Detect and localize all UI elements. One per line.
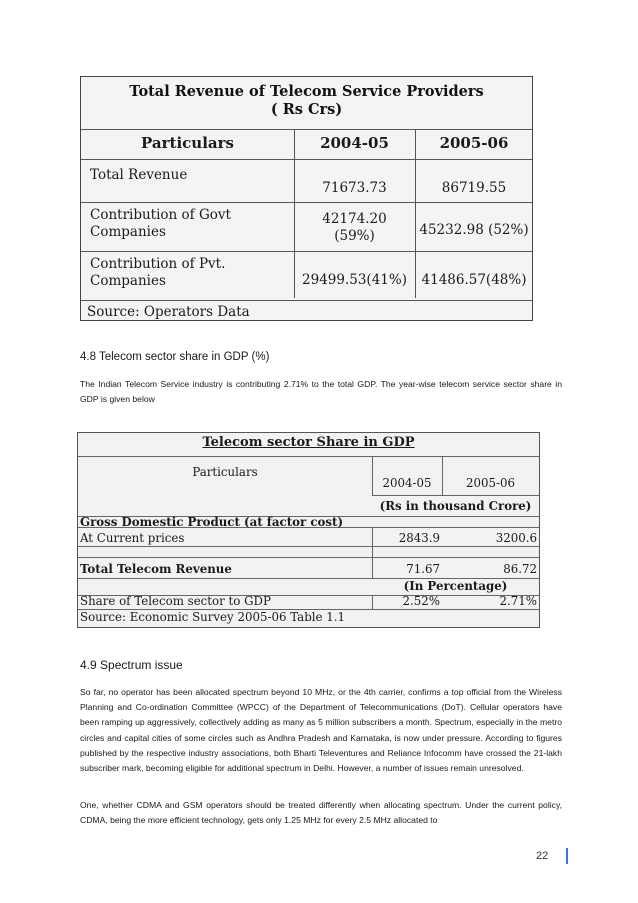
gdp-table-source: Source: Economic Survey 2005-06 Table 1.1 [80,610,346,624]
gdp-table-unit: (Rs in thousand Crore) [379,499,532,513]
current-prices-label: At Current prices [80,531,185,545]
telecom-revenue-2005-06: 86.72 [503,562,537,576]
total-revenue-2005-06: 86719.55 [441,180,507,196]
current-prices-2004-05: 2843.9 [398,531,440,545]
page-number-accent-bar [566,848,568,864]
telecom-revenue-2004-05: 71.67 [406,562,440,576]
section-4-9-heading: 4.9 Spectrum issue [80,658,183,672]
section-4-8-paragraph: The Indian Telecom Service industry is contributing 2.71% to the total GDP. The year-wise telecom service sector share in GDP is given below [80,379,562,405]
section-4-9-paragraph-2: One, whether CDMA and GSM operators should be treated differently when allocating spectrum. Under the current policy, CDMA, being the more efficient technology, gets only 1.25 MHz for every 2.5 MHz allocated to [80,800,562,826]
col-header-2005-06: 2005-06 [439,134,509,152]
current-prices-2005-06: 3200.6 [495,531,537,545]
page-number: 22 [536,850,549,862]
revenue-table [80,76,533,321]
section-4-8-heading: 4.8 Telecom sector share in GDP (%) [80,351,270,363]
row-label-govt: Contribution of Govt Companies [90,207,231,240]
row-label-total-revenue: Total Revenue [90,167,188,183]
govt-2004-05: 42174.20 (59%) [322,211,387,244]
row-label-pvt: Contribution of Pvt. Companies [90,256,226,289]
pvt-2005-06: 41486.57(48%) [421,272,527,288]
share-label: Share of Telecom sector to GDP [80,594,271,608]
pvt-2004-05: 29499.53(41%) [302,272,407,288]
col-header-2004-05: 2004-05 [320,134,389,152]
gdp-table-percent-row: (In Percentage) [403,579,508,593]
gdp-share-table [77,432,540,628]
gdp-table-year2: 2005-06 [465,476,516,490]
govt-2005-06: 45232.98 (52%) [419,222,529,238]
total-revenue-2004-05: 71673.73 [322,180,387,196]
gdp-table-year1: 2004-05 [382,476,432,490]
revenue-table-source: Source: Operators Data [87,304,250,320]
gdp-label: Gross Domestic Product (at factor cost) [80,515,344,529]
gdp-table-particulars: Particulars [192,465,258,479]
section-4-9-paragraph-1: So far, no operator has been allocated spectrum beyond 10 MHz, or the 4th carrier, confirms a top official from the Wireless Planning and Co-ordination Committee (WPCC) of the Department of Telecommunications (DoT). Cellular operators have been ramping up aggressively, collectively adding as many as 5 million subscribers a month. Spectrum, especially in the metro circles and capital cities of some circles such as Andhra Pradesh and Karnataka, is now under pressure. According to figures published by the respective industry associations, both Bharti Televentures and Reliance Infocomm have crossed the 21-lakh subscriber mark, becoming eligible for additional spectrum in Delhi. However, a number of issues remain unresolved. [80,687,562,774]
col-header-particulars: Particulars [141,134,234,152]
gdp-table-title: Telecom sector Share in GDP [202,435,415,450]
share-2004-05: 2.52% [402,594,440,608]
revenue-table-title: Total Revenue of Telecom Service Providers ( Rs Crs) [129,83,484,118]
share-2005-06: 2.71% [499,594,537,608]
telecom-revenue-label: Total Telecom Revenue [80,562,232,576]
